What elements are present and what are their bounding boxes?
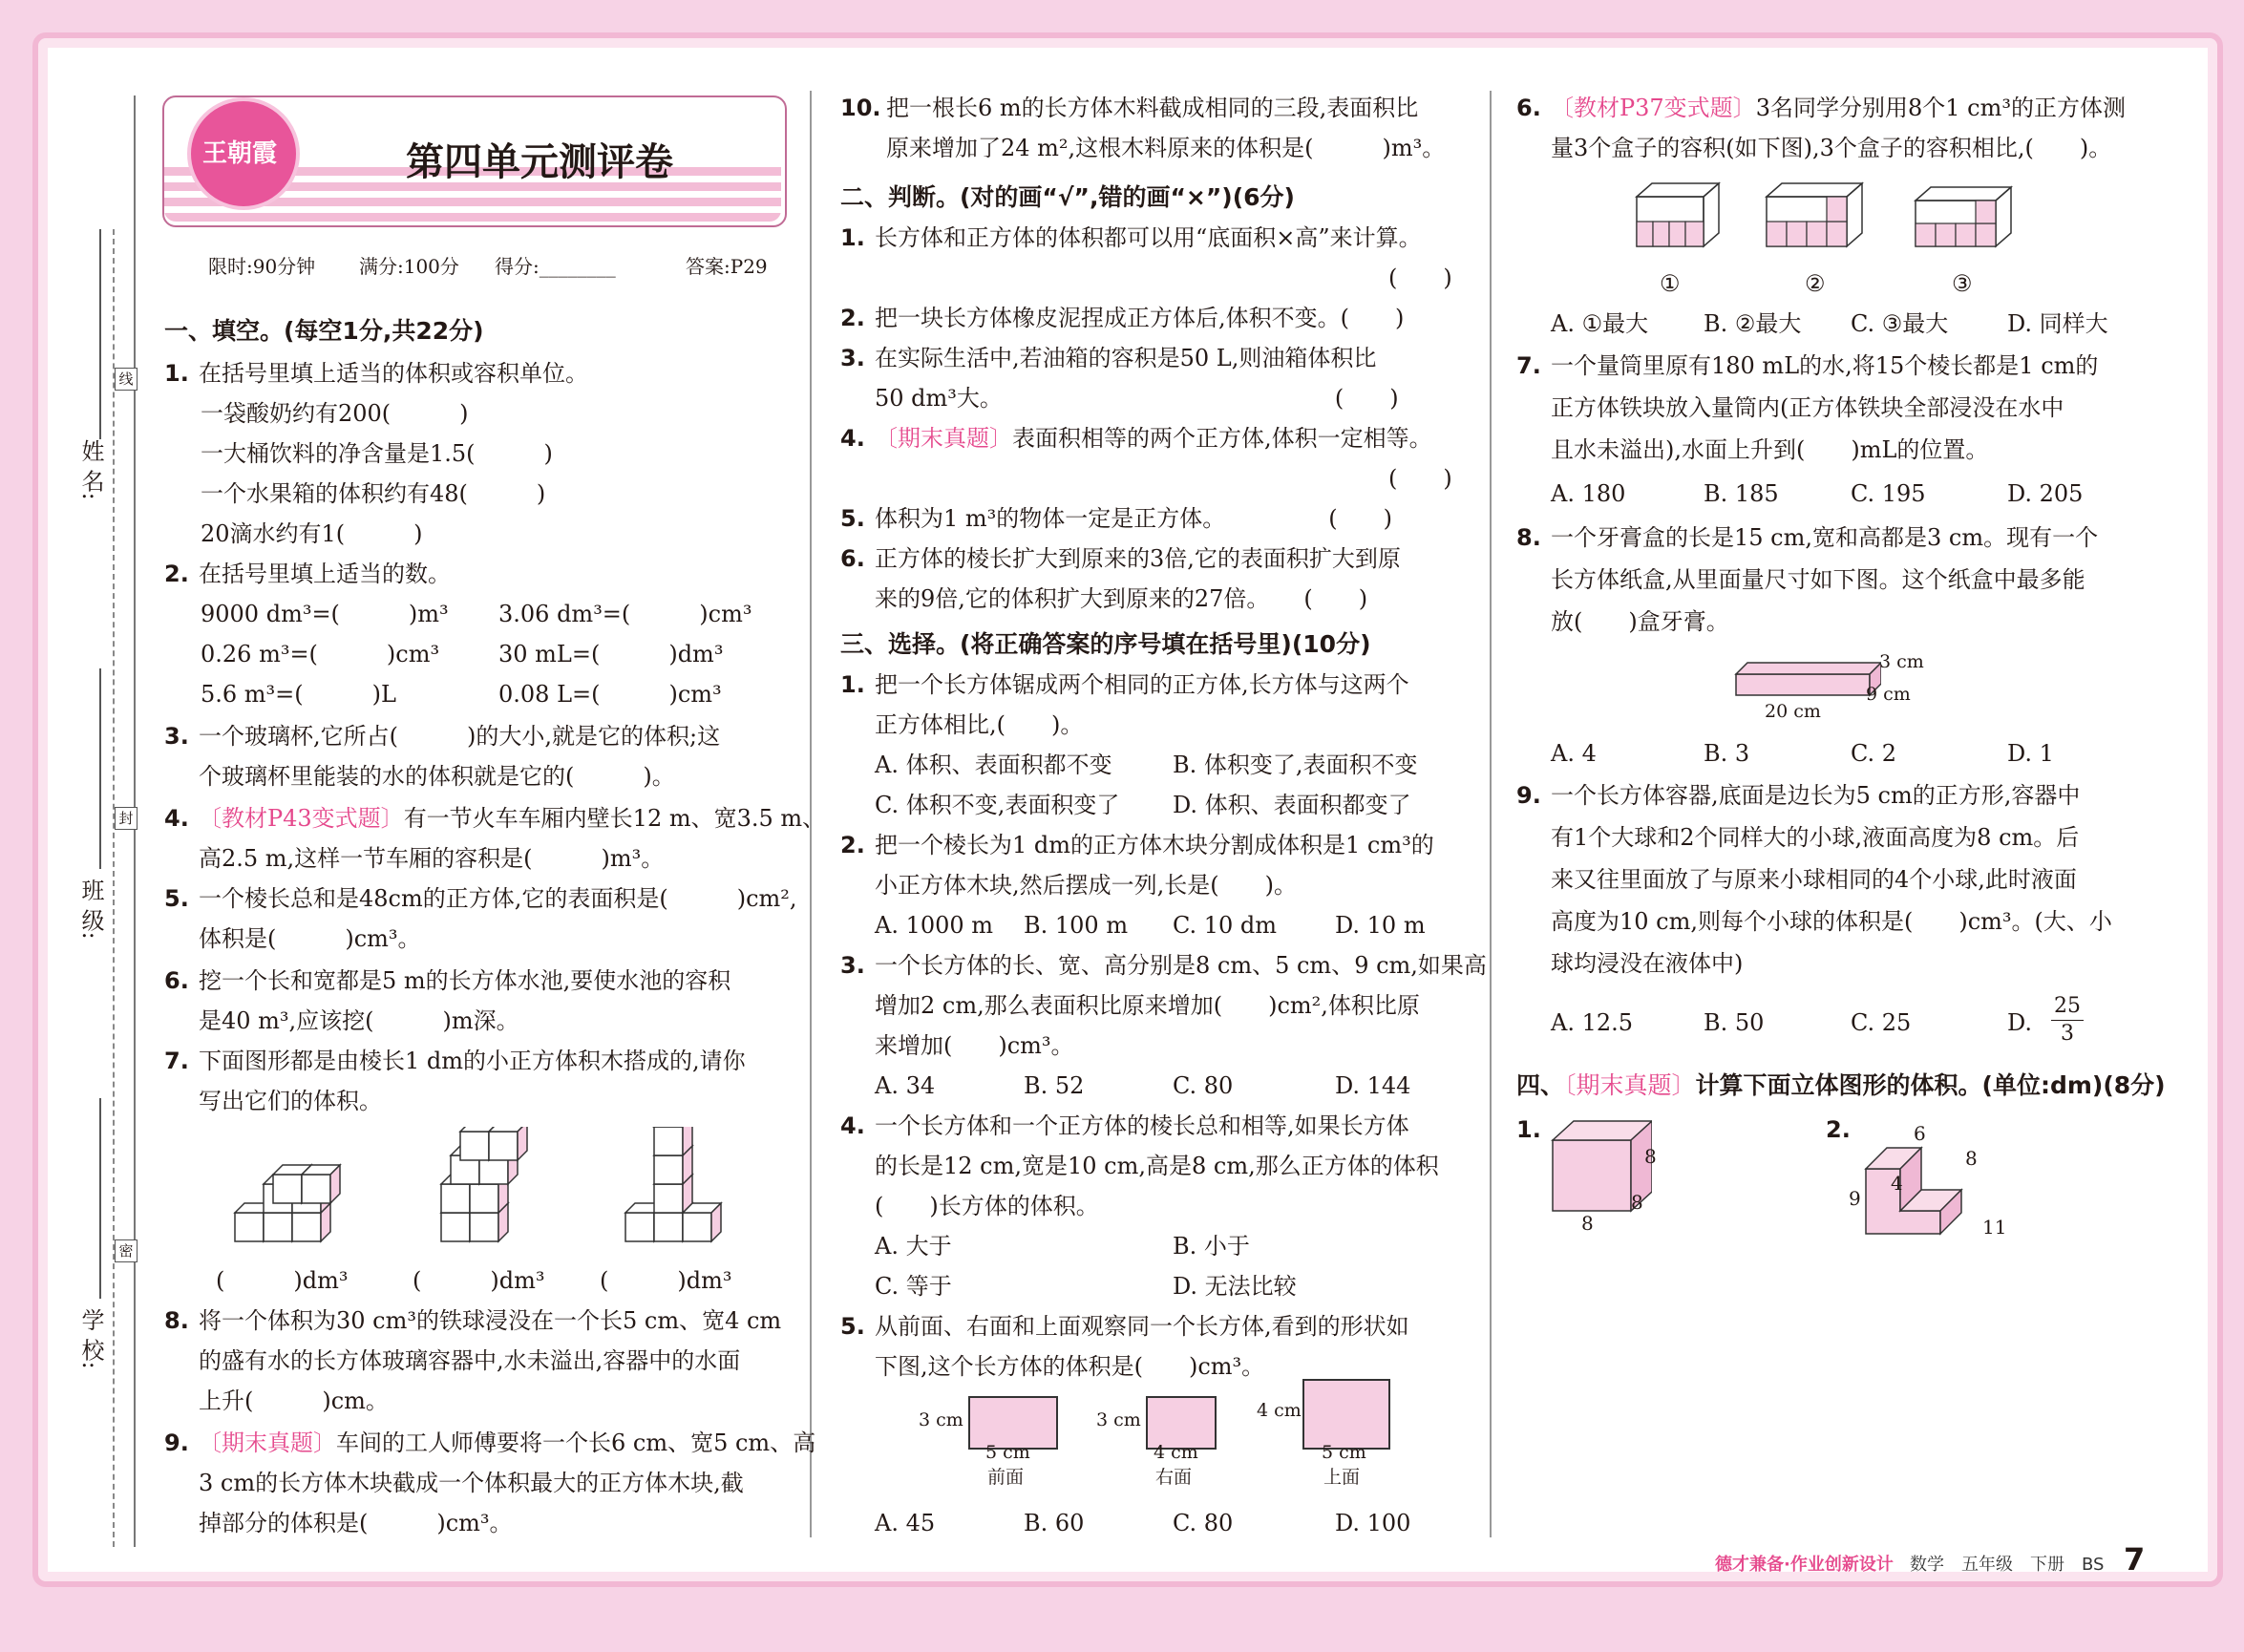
solid2-dim-top: 6 [1914, 1122, 1926, 1145]
binding-cut-line [113, 229, 115, 1547]
front-view-height: 3 cm [919, 1409, 963, 1430]
solid2-dim-step: 4 [1891, 1172, 1903, 1195]
choice3-line-2[interactable]: 增加2 cm,那么表面积比原来增加( )cm²,体积比原 [875, 992, 1420, 1019]
fraction-denominator: 3 [2061, 1022, 2074, 1046]
judge4-number: 4. [840, 425, 865, 452]
section4-tag: 〔期末真题〕 [1564, 1071, 1696, 1099]
seal-mark-seal: 封 [115, 807, 138, 830]
choice4-number: 4. [840, 1112, 865, 1139]
choice7-line-1: 一个量筒里原有180 mL的水,将15个棱长都是1 cm的 [1551, 352, 2099, 379]
choice5-option-b[interactable]: B. 60 [1024, 1510, 1085, 1536]
time-limit: 限时:90分钟 [208, 255, 316, 278]
choice3-option-b[interactable]: B. 52 [1024, 1072, 1085, 1099]
choice6-option-c[interactable]: C. ③最大 [1851, 310, 1949, 337]
solid2-dim-depth: 8 [1965, 1147, 1978, 1170]
q6-line-1: 挖一个长和宽都是5 m的长方体水池,要使水池的容积 [199, 967, 731, 994]
q7-figure-2 [441, 1127, 527, 1241]
choice1-number: 1. [840, 671, 865, 698]
q9-tag: 〔期末真题〕 [199, 1430, 336, 1456]
q1-line-4[interactable]: 20滴水约有1( ) [201, 520, 423, 547]
choice9-line-3: 来又往里面放了与原来小球相同的4个小球,此时液面 [1551, 866, 2077, 893]
q3-line-1[interactable]: 一个玻璃杯,它所占( )的大小,就是它的体积;这 [199, 723, 721, 750]
choice1-option-a[interactable]: A. 体积、表面积都不变 [875, 752, 1112, 778]
choice2-option-c[interactable]: C. 10 dm [1173, 912, 1278, 939]
judge6-number: 6. [840, 545, 865, 572]
choice4-line-1: 一个长方体和一个正方体的棱长总和相等,如果长方体 [875, 1112, 1409, 1139]
section2-heading: 二、判断。(对的画“√”,错的画“×”)(6分) [840, 183, 1295, 211]
q4-line-2[interactable]: 高2.5 m,这样一节车厢的容积是( )m³。 [199, 845, 665, 872]
score-field[interactable]: 得分:________ [495, 255, 616, 278]
choice9-line-1: 一个长方体容器,底面是边长为5 cm的正方形,容器中 [1551, 782, 2081, 809]
q1-number: 1. [164, 360, 189, 387]
top-view-name: 上面 [1323, 1467, 1361, 1488]
q10-line-2[interactable]: 原来增加了24 m²,这根木料原来的体积是( )m³。 [886, 135, 1446, 161]
solid1-dim-length: 8 [1581, 1212, 1594, 1235]
q7-line-1: 下面图形都是由棱长1 dm的小正方体积木搭成的,请你 [199, 1048, 746, 1074]
seal-mark-secret: 密 [115, 1239, 138, 1262]
choice8-line-1: 一个牙膏盒的长是15 cm,宽和高都是3 cm。现有一个 [1551, 524, 2099, 551]
judge3-line-2[interactable]: 50 dm³大。 ( ) [875, 385, 1399, 412]
box-dim-height: 3 cm [1879, 651, 1924, 672]
choice6-line-1: 3名同学分别用8个1 cm³的正方体测 [1755, 95, 2126, 121]
judge4-text: 表面积相等的两个正方体,体积一定相等。 [1012, 425, 1432, 452]
choice9-line-2: 有1个大球和2个同样大的小球,液面高度为8 cm。后 [1551, 824, 2080, 851]
choice6-line-2[interactable]: 量3个盒子的容积(如下图),3个盒子的容积相比,( )。 [1551, 135, 2112, 161]
choice9-option-d[interactable]: D. [2007, 1009, 2033, 1036]
choice8-option-a[interactable]: A. 4 [1551, 740, 1597, 767]
choice7-number: 7. [1516, 352, 1541, 379]
logo-text: 王朝霞 [201, 139, 277, 168]
choice7-line-3[interactable]: 且水未溢出),水面上升到( )mL的位置。 [1551, 436, 1989, 463]
choice2-line-2[interactable]: 小正方体木块,然后摆成一列,长是( )。 [875, 872, 1297, 899]
q2-blank[interactable]: 0.08 L=( )cm³ [498, 681, 722, 708]
q2-blank[interactable]: 30 mL=( )dm³ [498, 641, 724, 667]
q10-line-1: 把一根长6 m的长方体木料截成相同的三段,表面积比 [886, 95, 1419, 121]
q9-line-3[interactable]: 掉部分的体积是( )cm³。 [199, 1510, 513, 1536]
choice7-option-d[interactable]: D. 205 [2007, 480, 2084, 507]
choice3-option-d[interactable]: D. 144 [1335, 1072, 1411, 1099]
choice5-option-d[interactable]: D. 100 [1335, 1510, 1411, 1536]
q4-number: 4. [164, 805, 189, 832]
choice3-line-1: 一个长方体的长、宽、高分别是8 cm、5 cm、9 cm,如果高 [875, 952, 1487, 979]
q7-figure-3 [625, 1127, 721, 1241]
choice2-line-1: 把一个棱长为1 dm的正方体木块分割成体积是1 cm³的 [875, 832, 1434, 858]
toothpaste-box-figure [1728, 657, 1881, 701]
choice5-number: 5. [840, 1313, 865, 1340]
school-label: 学 校: [77, 1308, 104, 1369]
choice2-option-b[interactable]: B. 100 m [1024, 912, 1129, 939]
name-field[interactable] [99, 229, 101, 439]
choice1-option-c[interactable]: C. 体积不变,表面积变了 [875, 792, 1120, 818]
q8-line-3[interactable]: 上升( )cm。 [199, 1387, 389, 1414]
choice9-line-4[interactable]: 高度为10 cm,则每个小球的体积是( )cm³。(大、小 [1551, 908, 2112, 935]
q2-blank[interactable]: 9000 dm³=( )m³ [201, 601, 449, 627]
choice9-number: 9. [1516, 782, 1541, 809]
q6-number: 6. [164, 967, 189, 994]
judge4-tag: 〔期末真题〕 [875, 425, 1012, 452]
choice2-option-a[interactable]: A. 1000 m [875, 912, 994, 939]
answer-ref: 答案:P29 [686, 255, 768, 278]
front-view-width: 5 cm [985, 1442, 1030, 1463]
class-field[interactable] [99, 668, 101, 869]
solid2-dim-height: 9 [1849, 1187, 1861, 1210]
choice3-option-a[interactable]: A. 34 [875, 1072, 936, 1099]
front-view-name: 前面 [987, 1467, 1025, 1488]
choice6-option-d[interactable]: D. 同样大 [2007, 310, 2108, 337]
q2-blank[interactable]: 3.06 dm³=( )cm³ [498, 601, 752, 627]
judge6-line-1: 正方体的棱长扩大到原来的3倍,它的表面积扩大到原 [875, 545, 1401, 572]
choice1-line-1: 把一个长方体锯成两个相同的正方体,长方体与这两个 [875, 671, 1409, 698]
q1-line-1[interactable]: 一袋酸奶约有200( ) [201, 400, 469, 427]
q9-number: 9. [164, 1430, 189, 1456]
choice4-option-c[interactable]: C. 等于 [875, 1273, 952, 1300]
q3-number: 3. [164, 723, 189, 750]
choice7-option-c[interactable]: C. 195 [1851, 480, 1926, 507]
box-label-1: ① [1660, 270, 1681, 297]
q5-line-2[interactable]: 体积是( )cm³。 [199, 925, 421, 952]
choice7-option-a[interactable]: A. 180 [1551, 480, 1626, 507]
choice3-number: 3. [840, 952, 865, 979]
q7-blank-3[interactable]: ( )dm³ [600, 1267, 732, 1294]
choice6-option-a[interactable]: A. ①最大 [1551, 310, 1649, 337]
choice1-option-d[interactable]: D. 体积、表面积都变了 [1173, 792, 1411, 818]
class-label: 班 级: [77, 879, 104, 940]
right-view-width: 4 cm [1154, 1442, 1198, 1463]
q1-text: 在括号里填上适当的体积或容积单位。 [199, 360, 588, 387]
choice3-option-c[interactable]: C. 80 [1173, 1072, 1234, 1099]
judge4-answer[interactable]: ( ) [1388, 465, 1452, 492]
section4-heading: 计算下面立体图形的体积。(单位:dm)(8分) [1695, 1071, 2166, 1099]
judge5-text[interactable]: 体积为1 m³的物体一定是正方体。 ( ) [875, 505, 1393, 532]
q6-line-2[interactable]: 是40 m³,应该挖( )m深。 [199, 1007, 519, 1034]
judge3-number: 3. [840, 345, 865, 371]
q10-number: 10. [840, 95, 881, 121]
q4-line-1: 有一节火车车厢内壁长12 m、宽3.5 m、 [403, 805, 826, 832]
q7-number: 7. [164, 1048, 189, 1074]
q9-line-1: 车间的工人师傅要将一个长6 cm、宽5 cm、高 [336, 1430, 816, 1456]
judge2-number: 2. [840, 305, 865, 331]
school-field[interactable] [99, 1098, 101, 1299]
choice8-number: 8. [1516, 524, 1541, 551]
q7-cube-figures [220, 1127, 754, 1260]
choice2-number: 2. [840, 832, 865, 858]
seal-mark-line: 线 [115, 368, 138, 391]
choice7-option-b[interactable]: B. 185 [1704, 480, 1779, 507]
right-view-height: 3 cm [1096, 1409, 1141, 1430]
box-dim-length: 20 cm [1765, 701, 1821, 722]
q8-line-1: 将一个体积为30 cm³的铁球浸没在一个长5 cm、宽4 cm [199, 1307, 782, 1334]
footer-series: 德才兼备·作业创新设计 [1715, 1555, 1894, 1575]
page-number: 7 [2124, 1541, 2146, 1578]
full-score: 满分:100分 [359, 255, 459, 278]
q5-number: 5. [164, 885, 189, 912]
q2-blank[interactable]: 5.6 m³=( )L [201, 681, 396, 708]
q8-number: 8. [164, 1307, 189, 1334]
top-view-height: 4 cm [1257, 1400, 1302, 1421]
solid1-dim-height: 8 [1644, 1145, 1657, 1168]
choice8-option-d[interactable]: D. 1 [2007, 740, 2054, 767]
q5-line-1[interactable]: 一个棱长总和是48cm的正方体,它的表面积是( )cm², [199, 885, 797, 912]
choice4-option-a[interactable]: A. 大于 [875, 1233, 952, 1260]
section3-heading: 三、选择。(将正确答案的序号填在括号里)(10分) [840, 630, 1371, 658]
choice2-option-d[interactable]: D. 10 m [1335, 912, 1426, 939]
fraction-numerator: 25 [2051, 993, 2084, 1021]
q7-line-2: 写出它们的体积。 [199, 1088, 382, 1114]
q2-blank[interactable]: 0.26 m³=( )cm³ [201, 641, 440, 667]
judge1-answer[interactable]: ( ) [1388, 265, 1452, 291]
top-view-width: 5 cm [1322, 1442, 1366, 1463]
choice9-option-c[interactable]: C. 25 [1851, 1009, 1912, 1036]
box-dim-width: 9 cm [1866, 684, 1911, 705]
box-label-3: ③ [1952, 270, 1973, 297]
choice6-number: 6. [1516, 95, 1541, 121]
choice9-fraction[interactable] [2051, 993, 2084, 1048]
choice4-option-b[interactable]: B. 小于 [1173, 1233, 1250, 1260]
choice8-option-c[interactable]: C. 2 [1851, 740, 1897, 767]
choice9-option-b[interactable]: B. 50 [1704, 1009, 1765, 1036]
choice5-line-2[interactable]: 下图,这个长方体的体积是( )cm³。 [875, 1353, 1265, 1380]
q1-line-2[interactable]: 一大桶饮料的净含量是1.5( ) [201, 440, 553, 467]
choice5-option-c[interactable]: C. 80 [1173, 1510, 1234, 1536]
q8-line-2: 的盛有水的长方体玻璃容器中,水未溢出,容器中的水面 [199, 1347, 741, 1374]
choice1-line-2[interactable]: 正方体相比,( )。 [875, 711, 1084, 738]
judge2-text[interactable]: 把一块长方体橡皮泥捏成正方体后,体积不变。( ) [875, 305, 1405, 331]
choice1-option-b[interactable]: B. 体积变了,表面积不变 [1173, 752, 1418, 778]
q1-line-3[interactable]: 一个水果箱的体积约有48( ) [201, 480, 546, 507]
solid1-dim-depth: 8 [1631, 1191, 1643, 1214]
q4-tag: 〔教材P43变式题〕 [199, 805, 404, 832]
choice8-option-b[interactable]: B. 3 [1704, 740, 1750, 767]
choice4-line-2: 的长是12 cm,宽是10 cm,高是8 cm,那么正方体的体积 [875, 1153, 1439, 1179]
box-label-2: ② [1805, 270, 1826, 297]
column-divider-2 [1490, 91, 1492, 1537]
section4-prefix: 四、 [1516, 1071, 1565, 1099]
choice6-option-b[interactable]: B. ②最大 [1704, 310, 1802, 337]
choice4-line-3[interactable]: ( )长方体的体积。 [875, 1193, 1099, 1219]
page-title: 第四单元测评卷 [406, 140, 673, 184]
choice7-line-2: 正方体铁块放入量筒内(正方体铁块全部浸没在水中 [1551, 394, 2064, 421]
section1-heading: 一、填空。(每空1分,共22分) [164, 317, 484, 345]
q2-text: 在括号里填上适当的数。 [199, 561, 451, 587]
judge1-text: 长方体和正方体的体积都可以用“底面积×高”来计算。 [875, 224, 1422, 251]
solid2-dim-length: 11 [1982, 1216, 2007, 1239]
judge5-number: 5. [840, 505, 865, 532]
q2-number: 2. [164, 561, 189, 587]
q7-figure-1 [235, 1165, 340, 1241]
name-label: 姓 名: [77, 439, 104, 500]
q3-line-2[interactable]: 个玻璃杯里能装的水的体积就是它的( )。 [199, 763, 675, 790]
choice9-line-5: 球均浸没在液体中) [1551, 950, 1744, 977]
choice8-line-3[interactable]: 放( )盒牙膏。 [1551, 608, 1729, 635]
q7-blank-2[interactable]: ( )dm³ [413, 1267, 545, 1294]
footer-info: 数学 五年级 下册 BS [1910, 1555, 2105, 1575]
solid1-number: 1. [1516, 1116, 1541, 1143]
choice5-option-a[interactable]: A. 45 [875, 1510, 936, 1536]
judge6-line-2[interactable]: 来的9倍,它的体积扩大到原来的27倍。 ( ) [875, 585, 1368, 612]
judge3-line-1: 在实际生活中,若油箱的容积是50 L,则油箱体积比 [875, 345, 1377, 371]
choice6-tag: 〔教材P37变式题〕 [1551, 95, 1756, 121]
q9-line-2: 3 cm的长方体木块截成一个体积最大的正方体木块,截 [199, 1470, 744, 1496]
solid2-number: 2. [1826, 1116, 1851, 1143]
choice4-option-d[interactable]: D. 无法比较 [1173, 1273, 1297, 1300]
choice8-line-2: 长方体纸盒,从里面量尺寸如下图。这个纸盒中最多能 [1551, 566, 2085, 593]
choice5-line-1: 从前面、右面和上面观察同一个长方体,看到的形状如 [875, 1313, 1409, 1340]
choice9-option-a[interactable]: A. 12.5 [1551, 1009, 1634, 1036]
choice3-line-3[interactable]: 来增加( )cm³。 [875, 1032, 1074, 1059]
q7-blank-1[interactable]: ( )dm³ [216, 1267, 349, 1294]
right-view-name: 右面 [1155, 1467, 1193, 1488]
judge1-number: 1. [840, 224, 865, 251]
top-view-rect [1302, 1379, 1390, 1450]
choice6-box-figures [1623, 178, 2120, 273]
